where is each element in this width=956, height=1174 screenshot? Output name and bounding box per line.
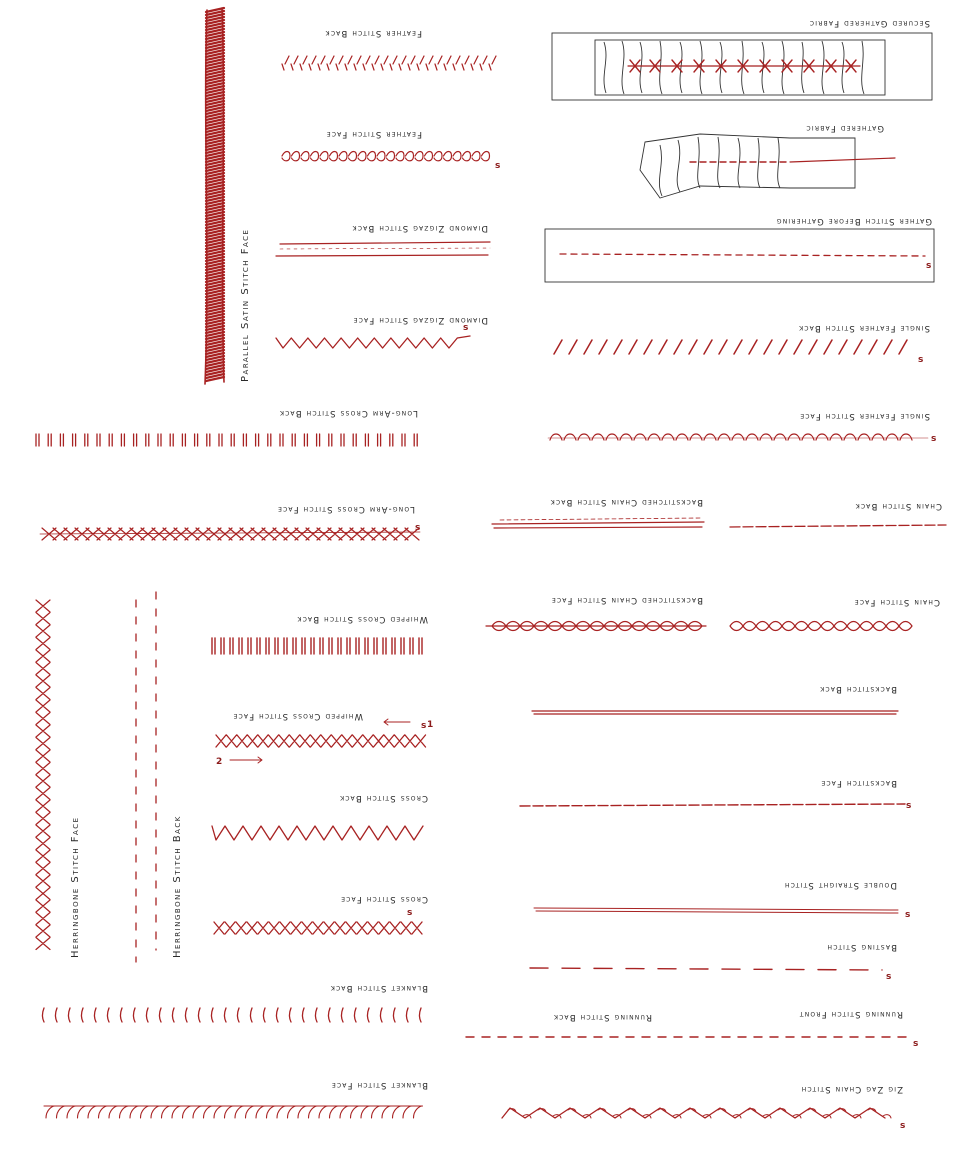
label-herringbone-back	[172, 815, 183, 958]
label-running-back	[553, 1012, 652, 1022]
start-marker: s	[415, 523, 421, 533]
label-double-straight	[784, 880, 897, 890]
label-text: Feather Stitch Face	[325, 129, 422, 139]
label-text: Feather Stitch Back	[324, 28, 422, 38]
label-text: Cross Stitch Face	[340, 894, 428, 904]
label-text: Single Feather Stitch Back	[798, 323, 930, 333]
label-text: Long-Arm Cross Stitch Face	[276, 504, 415, 514]
start-marker: s	[886, 972, 892, 982]
start-marker: s	[918, 355, 924, 365]
double-straight-stitch-sample	[534, 908, 898, 913]
step-marker-one: 1	[427, 720, 434, 730]
label-text: Secured Gathered Fabric	[808, 18, 930, 28]
diamond-zigzag-face-sample	[276, 336, 470, 348]
start-marker: s	[407, 908, 413, 918]
start-marker: s	[926, 261, 932, 271]
label-gather-before	[776, 216, 932, 226]
label-text: Chain Stitch Back	[854, 501, 942, 511]
label-text: Blanket Stitch Back	[329, 983, 428, 993]
long-arm-cross-back-sample	[36, 434, 417, 446]
label-text: Basting Stitch	[826, 942, 897, 952]
label-text: Zig Zag Chain Stitch	[800, 1084, 903, 1094]
start-marker: s	[905, 910, 911, 920]
herringbone-face-sample	[36, 600, 50, 950]
start-marker: s	[900, 1121, 906, 1131]
start-marker: s	[913, 1039, 919, 1049]
label-whipped-face	[232, 711, 363, 721]
blanket-stitch-back-sample	[43, 1008, 422, 1022]
label-backstitch-face	[820, 778, 897, 788]
label-basting	[826, 942, 897, 952]
cross-stitch-back-sample	[212, 826, 423, 840]
zigzag-chain-stitch-loops	[508, 1109, 891, 1118]
gathered-fabric-illustration	[640, 134, 895, 198]
blanket-stitch-face-sample	[44, 1106, 423, 1118]
label-secured-gathered	[809, 18, 930, 28]
gather-before-illustration	[545, 229, 934, 282]
label-whipped-back	[296, 614, 428, 624]
label-text: Blanket Stitch Face	[330, 1080, 428, 1090]
label-parallel-satin	[240, 229, 251, 382]
diamond-zigzag-back-dashes	[280, 248, 490, 249]
label-blanket-back	[330, 983, 428, 993]
feather-stitch-back-sample	[282, 56, 496, 70]
step-marker-two: 2	[216, 757, 223, 767]
label-chain-face	[854, 597, 940, 607]
start-marker: s	[421, 721, 427, 731]
label-cross-face	[340, 894, 428, 904]
label-text: Herringbone Stitch Face	[70, 816, 81, 958]
label-feather-back	[325, 28, 422, 38]
label-text: Gather Stitch Before Gathering	[775, 216, 932, 226]
start-marker: s	[931, 434, 937, 444]
label-longarm-face	[277, 504, 415, 514]
label-longarm-back	[279, 408, 418, 418]
herringbone-back-sample	[136, 592, 156, 962]
label-text: Herringbone Stitch Back	[172, 815, 183, 958]
zigzag-chain-stitch-sample	[502, 1108, 885, 1118]
backstitch-back-sample	[532, 711, 898, 714]
label-text: Running Stitch Front	[798, 1009, 903, 1019]
label-single-feather-back	[798, 323, 930, 333]
label-text: Backstitched Chain Stitch Back	[549, 497, 703, 507]
chain-stitch-back-sample	[730, 525, 946, 527]
start-marker: s	[906, 801, 912, 811]
direction-arrow-left	[384, 719, 410, 725]
label-bs-chain-face	[551, 595, 703, 605]
single-feather-back-sample	[554, 340, 907, 354]
cross-stitch-face-sample	[214, 922, 422, 934]
label-herringbone-face	[70, 816, 81, 958]
label-text: Double Straight Stitch	[783, 880, 897, 890]
start-marker: s	[495, 161, 501, 171]
label-chain-back	[855, 501, 942, 511]
secured-gathered-fabric-illustration	[552, 33, 932, 100]
label-text: Running Stitch Back	[552, 1012, 652, 1022]
backstitch-face-sample	[520, 804, 905, 806]
whipped-cross-back-sample	[212, 638, 422, 654]
label-text: Backstitched Chain Stitch Face	[550, 595, 703, 605]
label-zigzag-chain	[801, 1084, 903, 1094]
direction-arrow-right	[230, 757, 262, 763]
label-text: Whipped Cross Stitch Back	[296, 614, 428, 624]
label-diamond-back	[351, 223, 488, 233]
label-gathered-fabric	[805, 123, 884, 133]
basting-stitch-sample	[530, 968, 882, 970]
label-text: Single Feather Stitch Face	[799, 411, 930, 421]
label-running-front	[799, 1009, 903, 1019]
start-marker: s	[463, 323, 469, 333]
chain-stitch-face-sample	[730, 622, 912, 631]
bs-chain-face-sample	[486, 622, 706, 631]
label-text: Parallel Satin Stitch Face	[240, 228, 251, 382]
label-text: Backstitch Face	[820, 778, 897, 788]
label-blanket-face	[331, 1080, 428, 1090]
bs-chain-back-sample	[492, 522, 704, 528]
single-feather-face-sample	[550, 434, 912, 440]
label-text: Long-Arm Cross Stitch Back	[278, 408, 418, 418]
label-text: Cross Stitch Back	[338, 793, 428, 803]
label-single-feather-face	[799, 411, 930, 421]
label-text: Gathered Fabric	[805, 123, 884, 133]
feather-stitch-face-sample	[282, 152, 490, 161]
label-cross-back	[339, 793, 428, 803]
long-arm-cross-face-line	[40, 532, 420, 534]
label-bs-chain-back	[550, 497, 703, 507]
bs-chain-back-dashes	[500, 518, 700, 520]
label-text: Diamond Zigzag Stitch Back	[351, 223, 488, 233]
start-markers	[216, 161, 936, 1131]
label-text: Whipped Cross Stitch Face	[232, 711, 363, 721]
parallel-satin-stitch-sample	[206, 8, 224, 381]
whipped-cross-face-sample	[216, 735, 426, 747]
label-text: Chain Stitch Face	[853, 597, 940, 607]
label-text: Backstitch Back	[819, 684, 897, 694]
label-text: Diamond Zigzag Stitch Face	[352, 315, 488, 325]
label-feather-face	[326, 129, 422, 139]
label-backstitch-back	[819, 684, 897, 694]
